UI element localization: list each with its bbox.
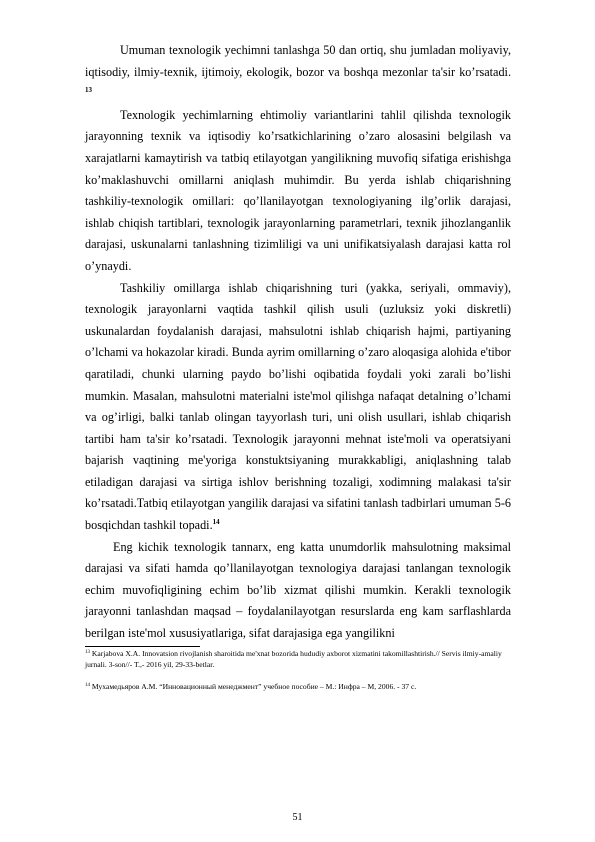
footnote-13-text: Karjabova X.A. Innovatsion rivojlanish sharoitida me'xnat bozorida hududiy axborot xizmatini takomillashtirish.// Servis ilmiy-amaliy jurnali. 3-son//- T.,- 2016 yil, 29-33-betlar. xyxy=(85,649,502,669)
footnote-14-text: Мухамедьяров А.М. “Инновационный менеджмент” учебное пособие – М.: Инфра – М, 2006. - 37 с. xyxy=(90,682,417,691)
page-number: 51 xyxy=(292,812,303,823)
footnote-13 xyxy=(85,648,511,670)
paragraph-1 xyxy=(85,40,511,105)
paragraph-1-text: Umuman texnologik yechimni tanlashga 50 dan ortiq, shu jumladan moliyaviy, iqtisodiy, ilmiy-texnik, ijtimoiy, ekologik, bozor va boshqa mezonlar ta'sir ko’rsatadi. xyxy=(85,43,511,79)
paragraph-3-text: Tashkiliy omillarga ishlab chiqarishning turi (yakka, seriyali, ommaviy), texnologik jarayonlarni vaqtida tashkil qilish usuli (uzluksiz yoki diskretli) uskunalardan foydalanish darajasi, mahsulotni ishlab chiqarish hajmi, partiyaning o’lchami va hokazolar kiradi. Bunda ayrim omillarning o’zaro aloqasiga alohida e'tibor qaratiladi, chunki ularning paydo bo’lishi oqibatida foydali yoki zarali bo’lishi mumkin. Masalan, mahsulotni materialni iste'mol qilishga nafaqat detalning o’lchami va og’irligi, balki tanlab olingan tayyorlash turi, uni olish usullari, ishlab chiqarish tartibi ham ta'sir ko’rsatadi. Texnologik jarayonni mehnat iste'moli va operatsiyani bajarish vaqtining me'yoriga konstuktsiyaning murakkabligi, aniqlashning talab etiladigan darajasi va sirtiga ishlov berishning tozaligi, xodimning malakasi ta'sir ko’rsatadi.Tatbiq etilayotgan yangilik darajasi va sifatini tanlash tadbirlari umuman 5-6 bosqichdan tashkil topadi. xyxy=(85,280,511,533)
footnote-14 xyxy=(85,681,511,692)
paragraph-2-text: Texnologik yechimlarning ehtimoliy variantlarini tahlil qilishda texnologik jarayonning texnik va iqtisodiy ko’rsatkichlarining o’zaro alosasini belgilash va xarajatlarni kamaytirish va tatbiq etilayotgan yangilikning muvofiq sifatiga erishishga ko’maklashuvchi omillarni aniqlash muhimdir. Bu yerda ishlab chiqarishning tashkiliy-texnologik omillari: qo’llanilayotgan texnologiyaning ilg’orlik darajasi, ishlab chiqish tartiblari, texnologik jarayonlarning parametrlari, texnik jihozlanganlik darajasi, uskunalarni tanlashning tizimliligi va uni unifikatsiyalash darajasi katta rol o’ynaydi. xyxy=(85,107,511,273)
footnotes xyxy=(85,648,511,692)
paragraph-4 xyxy=(85,537,511,645)
footnote-13-number: 13 xyxy=(85,650,90,655)
paragraph-3 xyxy=(85,278,511,537)
body-text xyxy=(85,40,511,645)
paragraph-4-text: Eng kichik texnologik tannarx, eng katta unumdorlik mahsulotning maksimal darajasi va sifati hamda qo’llanilayotgan texnologiya darajasi tanlangan texnologik echim muvofiqligining echim bo’lib xizmat qilishi mumkin. Kerakli texnologik jarayonni tanlashdan maqsad – foydalanilayotgan resurslarda eng kam sarflashlarda berilgan iste'mol xususiyatlariga, sifat darajasiga ega yangilikni xyxy=(85,539,511,641)
paragraph-2 xyxy=(85,105,511,278)
footnote-ref-13: 13 xyxy=(85,86,92,95)
footnote-14-number: 14 xyxy=(85,683,90,688)
footnote-divider xyxy=(85,646,200,647)
footnote-ref-14: 14 xyxy=(212,518,220,527)
